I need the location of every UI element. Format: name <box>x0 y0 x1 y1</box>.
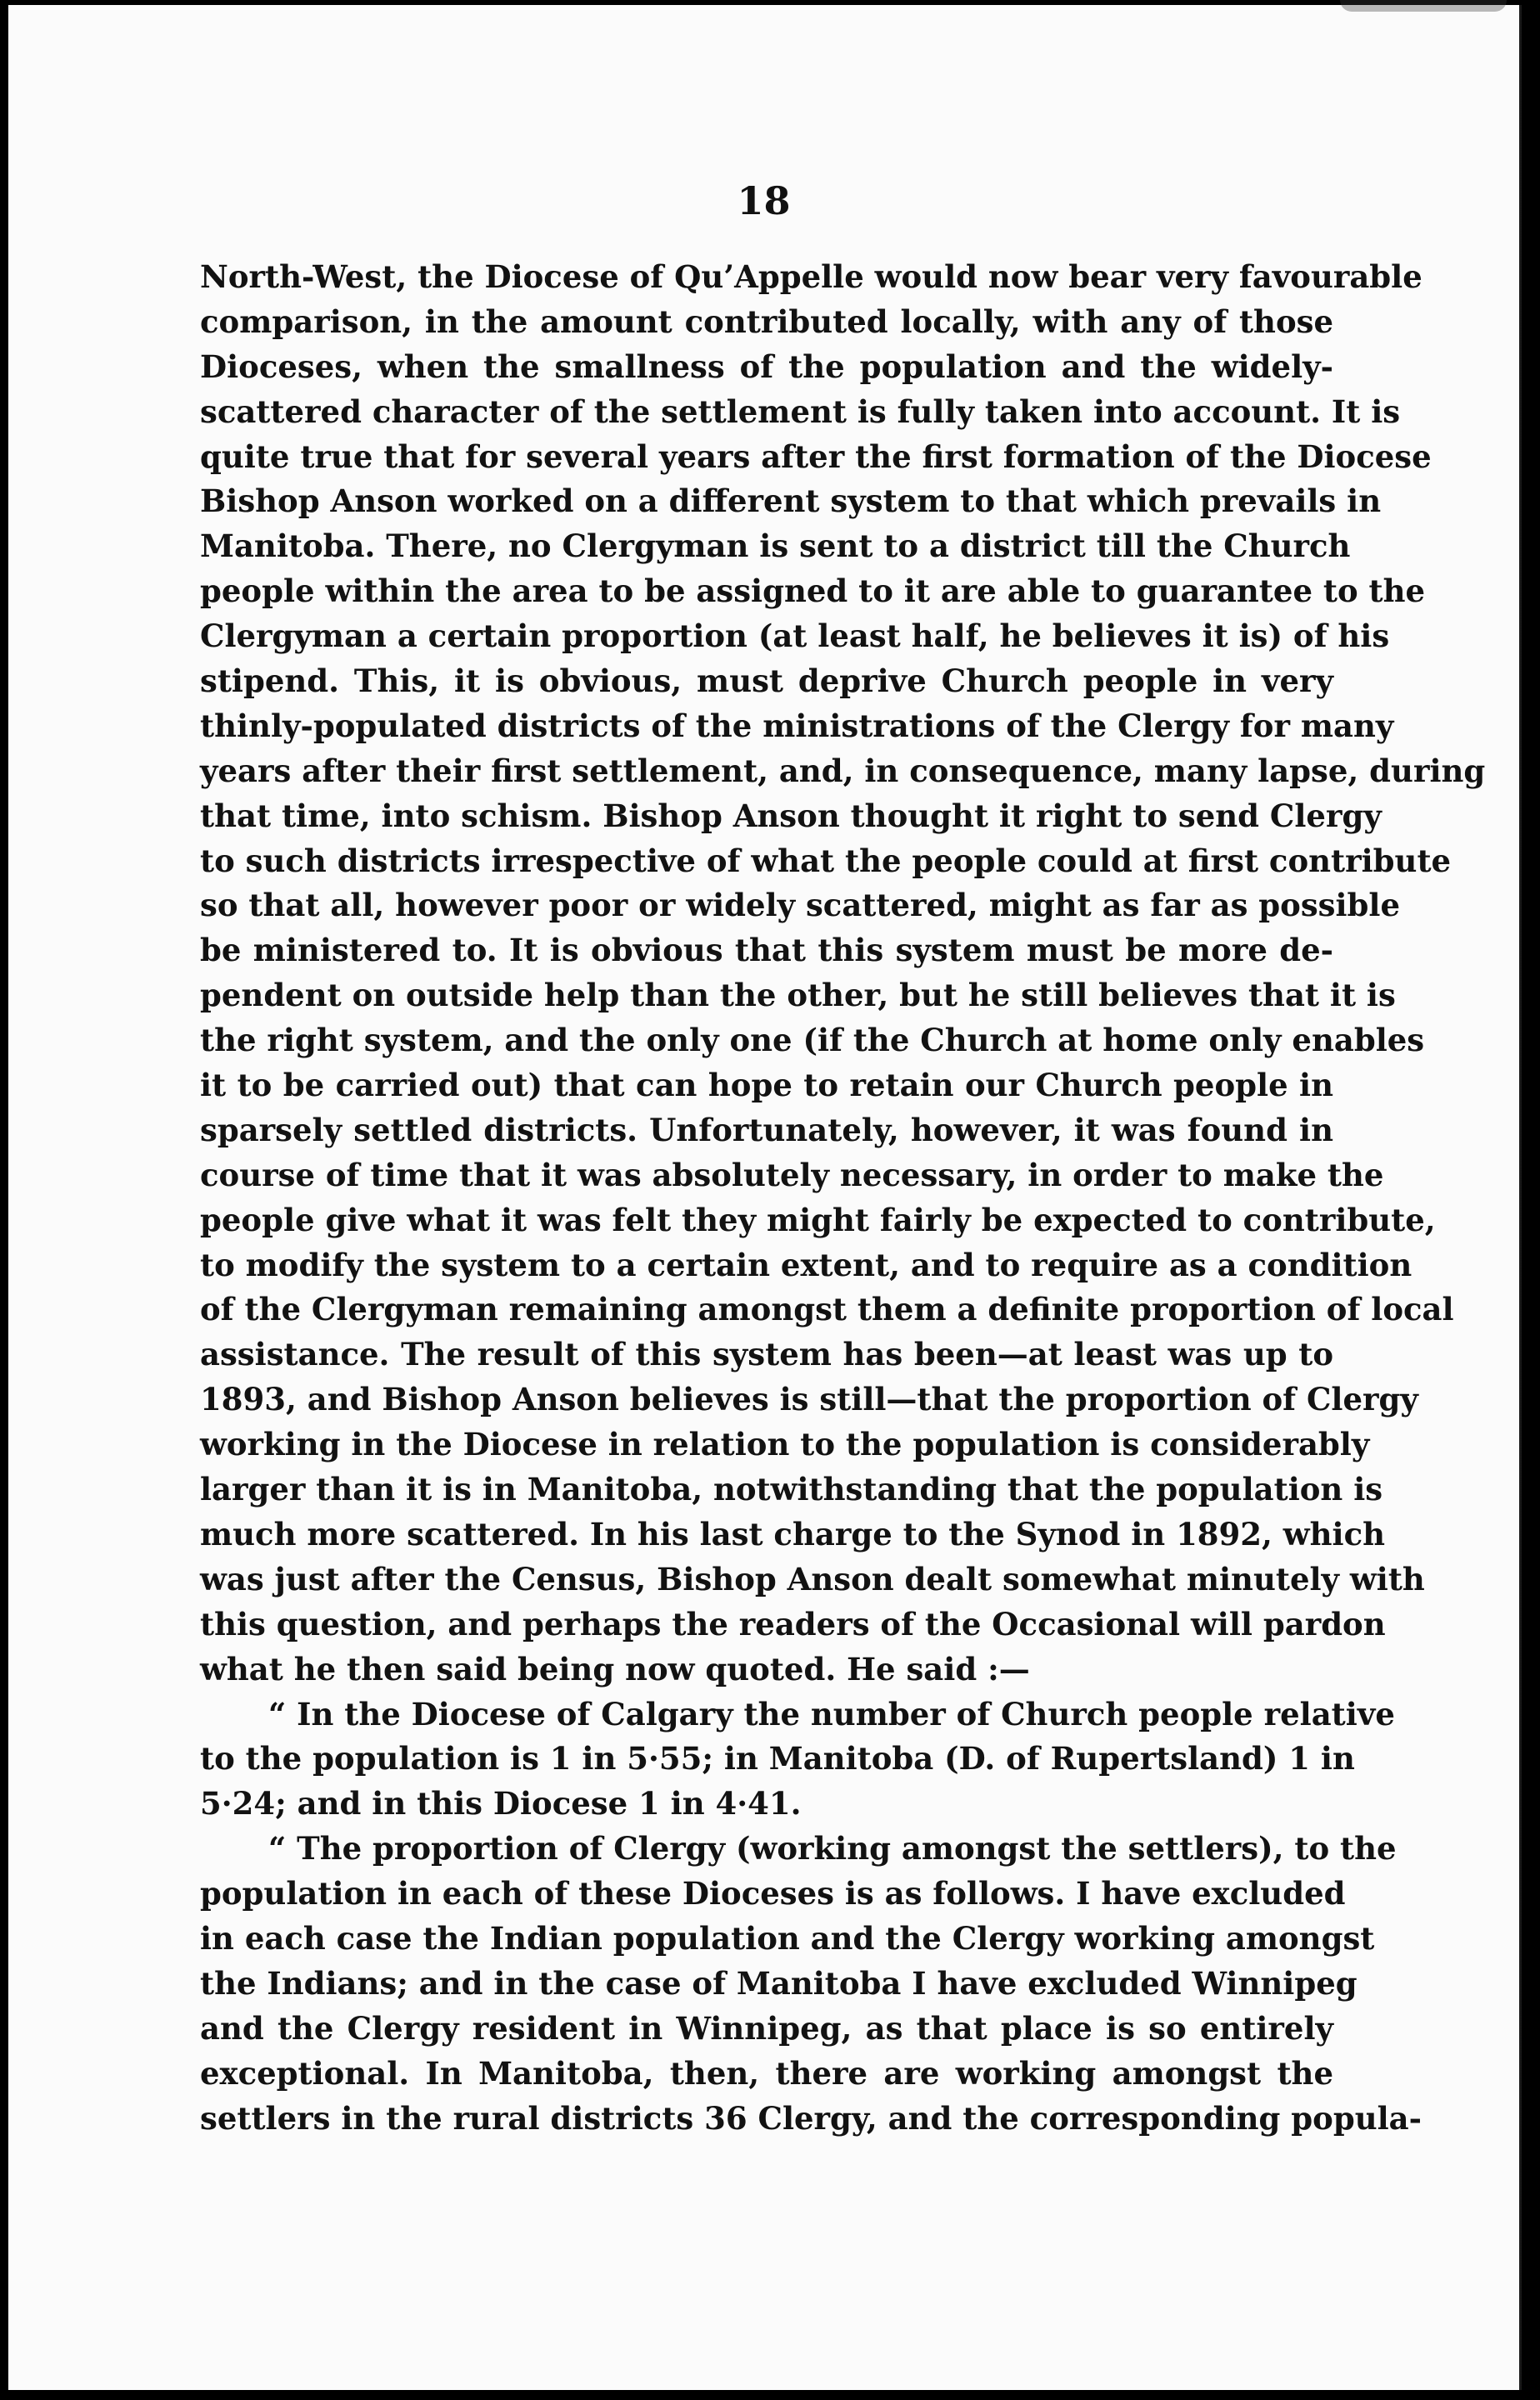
text-line: be ministered to. It is obvious that this system must be more de- <box>200 932 1333 969</box>
text-line: people give what it was felt they might fairly be expected to contribute, <box>200 1201 1436 1238</box>
text-line: that time, into schism. Bishop Anson thought it right to send Clergy <box>200 797 1382 834</box>
text-line: Clergyman a certain proportion (at least half, he believes it is) of his <box>200 618 1390 655</box>
text-line: larger than it is in Manitoba, notwithstanding that the population is <box>200 1471 1383 1508</box>
text-line: people within the area to be assigned to it are able to guarantee to the <box>200 572 1426 610</box>
text-line: years after their first settlement, and, in consequence, many lapse, during <box>200 752 1486 789</box>
text-line: exceptional. In Manitoba, then, there are working amongst the <box>200 2054 1333 2092</box>
text-line: the Indians; and in the case of Manitoba I have excluded Winnipeg <box>200 1964 1358 2002</box>
text-line: much more scattered. In his last charge to the Synod in 1892, which <box>200 1515 1386 1552</box>
body-text <box>200 255 1486 2141</box>
text-line: this question, and perhaps the readers of the Occasional will pardon <box>200 1605 1386 1642</box>
text-line: sparsely settled districts. Unfortunately, however, it was found in <box>200 1111 1333 1148</box>
text-line: in each case the Indian population and the Clergy working amongst <box>200 1919 1375 1957</box>
scan-smudge <box>1340 0 1507 12</box>
book-page <box>8 5 1522 2390</box>
page-number: 18 <box>737 178 791 223</box>
text-line: Bishop Anson worked on a different system to that which prevails in <box>200 482 1382 520</box>
text-line: to such districts irrespective of what the people could at first contribute <box>200 842 1452 879</box>
text-line: so that all, however poor or widely scattered, might as far as possible <box>200 887 1401 924</box>
text-line: to the population is 1 in 5·55; in Manitoba (D. of Rupertsland) 1 in <box>200 1740 1355 1778</box>
text-line: “ The proportion of Clergy (working amongst the settlers), to the <box>268 1830 1397 1868</box>
text-line: population in each of these Dioceses is as follows. I have excluded <box>200 1875 1346 1912</box>
text-line: settlers in the rural districts 36 Clergy, and the corresponding popula- <box>200 2099 1422 2137</box>
text-line: assistance. The result of this system has been—at least was up to <box>200 1336 1333 1373</box>
page-edge-shadow <box>1520 0 1540 2400</box>
text-line: pendent on outside help than the other, but he still believes that it is <box>200 977 1396 1014</box>
text-line: working in the Diocese in relation to the population is considerably <box>200 1426 1370 1463</box>
text-line: quite true that for several years after the first formation of the Diocese <box>200 438 1432 475</box>
text-line: it to be carried out) that can hope to retain our Church people in <box>200 1067 1333 1104</box>
text-line: thinly-populated districts of the ministrations of the Clergy for many <box>200 707 1394 744</box>
text-line: the right system, and the only one (if the Church at home only enables <box>200 1022 1425 1059</box>
text-line: to modify the system to a certain extent, and to require as a condition <box>200 1246 1412 1283</box>
text-line: comparison, in the amount contributed locally, with any of those <box>200 302 1333 340</box>
text-line: what he then said being now quoted. He said :— <box>200 1650 1030 1688</box>
text-line: 5·24; and in this Diocese 1 in 4·41. <box>200 1785 802 1822</box>
text-line: Dioceses, when the smallness of the population and the widely- <box>200 348 1333 385</box>
text-line: and the Clergy resident in Winnipeg, as that place is so entirely <box>200 2009 1333 2047</box>
text-line: “ In the Diocese of Calgary the number of Church people relative <box>268 1695 1395 1732</box>
text-line: North-West, the Diocese of Qu’Appelle would now bear very favourable <box>200 258 1422 295</box>
text-line: 1893, and Bishop Anson believes is still—that the proportion of Clergy <box>200 1381 1418 1418</box>
text-line: course of time that it was absolutely necessary, in order to make the <box>200 1156 1384 1193</box>
text-line: was just after the Census, Bishop Anson dealt somewhat minutely with <box>200 1560 1425 1598</box>
text-line: scattered character of the settlement is fully taken into account. It is <box>200 392 1401 430</box>
text-line: Manitoba. There, no Clergyman is sent to a district till the Church <box>200 528 1351 565</box>
text-line: stipend. This, it is obvious, must deprive Church people in very <box>200 662 1333 700</box>
text-line: of the Clergyman remaining amongst them a definite proportion of local <box>200 1291 1454 1328</box>
